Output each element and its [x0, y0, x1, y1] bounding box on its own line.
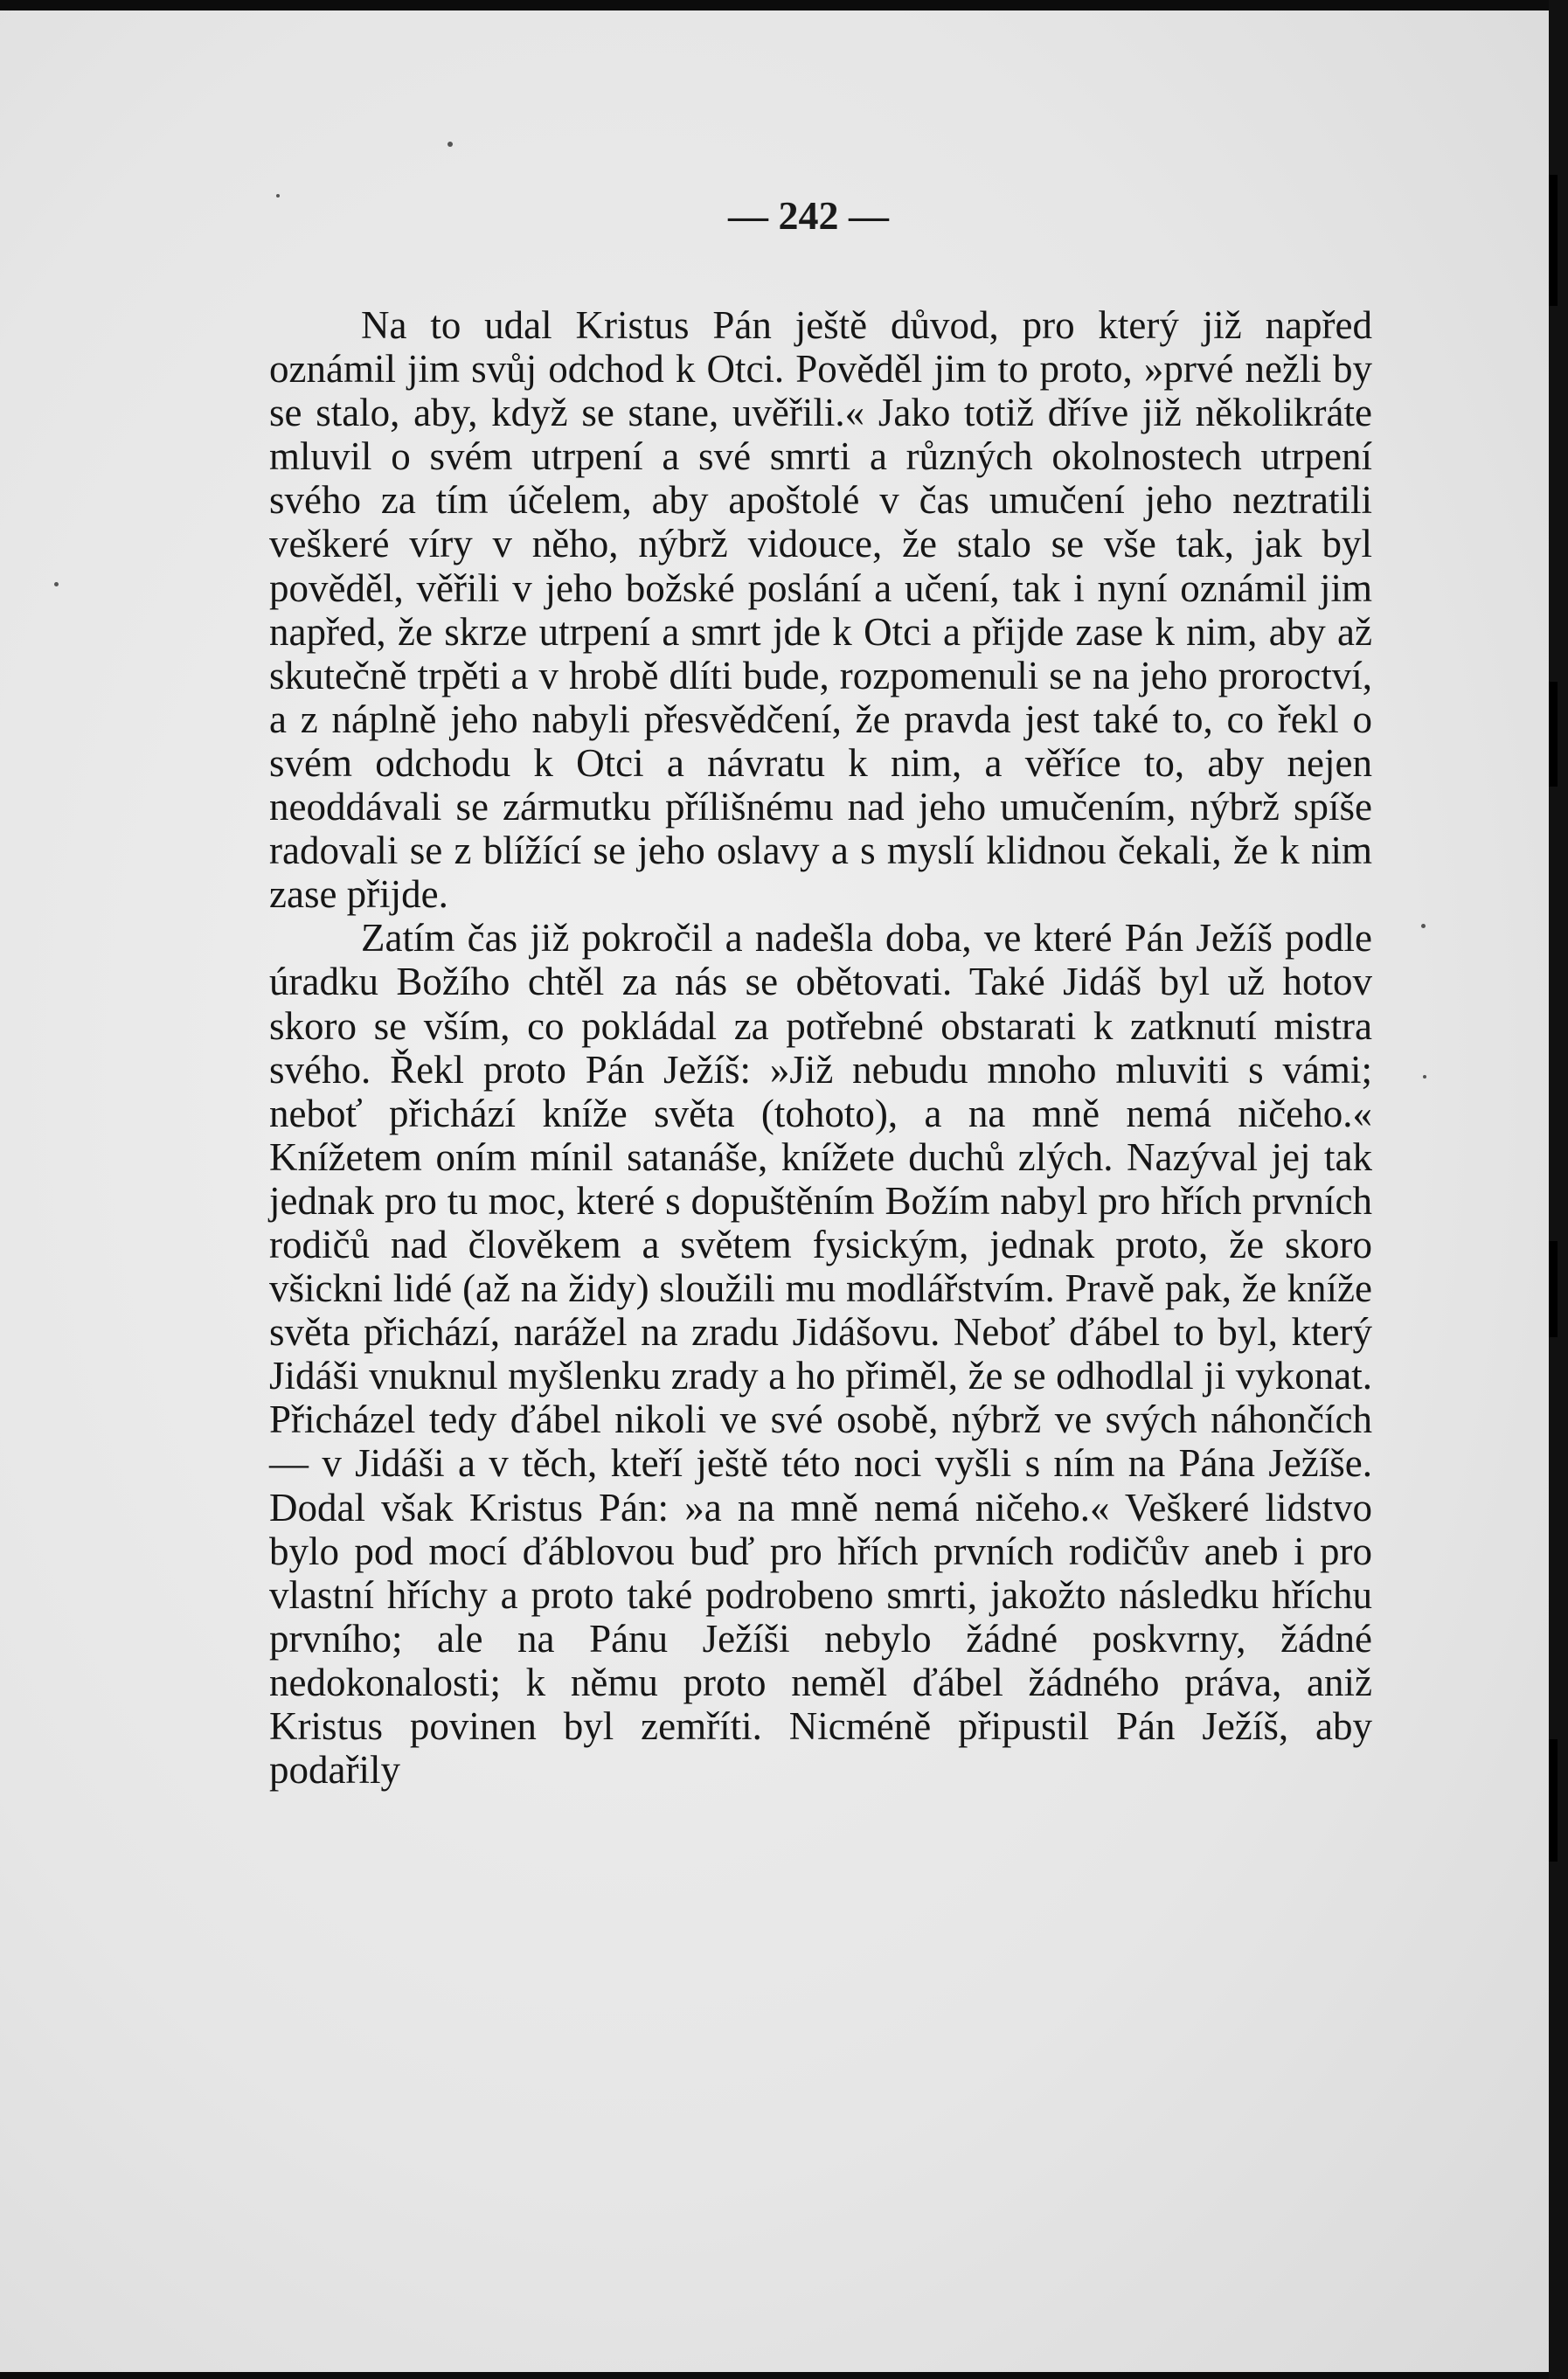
scan-edge-mark	[1549, 175, 1558, 306]
scanned-page	[0, 10, 1549, 2372]
scan-edge-mark	[1549, 1241, 1558, 1337]
paragraph: Na to udal Kristus Pán ještě důvod, pro který již napřed oznámil jim svůj odchod k Otci. Pověděl jim to proto, »prvé nežli by se stalo, aby, když se stane, uvěřili.« Jako totiž dříve již několikráte mluvil o svém utrpení a své smrti a různých okolnostech utrpení svého za tím účelem, aby apoštolé v čas umučení jeho neztratili veškeré víry v něho, nýbrž vidouce, že stalo se vše tak, jak byl pověděl, věřili v jeho božské poslání a učení, tak i nyní oznámil jim napřed, že skrze utrpení a smrt jde k Otci a přijde zase k nim, aby až skutečně trpěti a v hrobě dlíti bude, rozpomenuli se na jeho proroctví, a z náplně jeho nabyli přesvědčení, že pravda jest také to, co řekl o svém odchodu k Otci a návratu k nim, a věříce to, aby nejen neoddávali se zármutku přílišnému nad jeho umučením, nýbrž spíše radovali se z blížící se jeho oslavy a s myslí klidnou čekali, že k nim zase přijde.	[269, 303, 1372, 917]
paper-speck	[1423, 1075, 1426, 1079]
page-number: — 242 —	[728, 193, 889, 238]
paper-speck	[448, 142, 453, 147]
body-text	[269, 303, 1372, 1792]
scan-edge-mark	[1549, 1739, 1558, 1862]
paper-speck	[1421, 924, 1426, 928]
paragraph: Zatím čas již pokročil a nadešla doba, ve které Pán Ježíš podle úradku Božího chtěl za nás se obětovati. Také Jidáš byl už hotov skoro se vším, co pokládal za potřebné obstarati k zatknutí mistra svého. Řekl proto Pán Ježíš: »Již nebudu mnoho mluviti s vámi; neboť přichází kníže světa (tohoto), a na mně nemá ničeho.« Knížetem oním mínil satanáše, knížete duchů zlých. Nazýval jej tak jednak pro tu moc, které s dopuštěním Božím nabyl pro hřích prvních rodičů nad člověkem a světem fysickým, jednak proto, že skoro všickni lidé (až na židy) sloužili mu modlářstvím. Pravě pak, že kníže světa přichází, narážel na zradu Jidášovu. Neboť ďábel to byl, který Jidáši vnuknul myšlenku zrady a ho přiměl, že se odhodlal ji vykonat. Přicházel tedy ďábel nikoli ve své osobě, nýbrž ve svých náhončích — v Jidáši a v těch, kteří ještě této noci vyšli s ním na Pána Ježíše. Dodal však Kristus Pán: »a na mně nemá ničeho.« Veškeré lidstvo bylo pod mocí ďáblovou buď pro hřích prvních rodičův aneb i pro vlastní hříchy a proto také podrobeno smrti, jakožto následku hříchu prvního; ale na Pánu Ježíši nebylo žádné poskvrny, žádné nedokonalosti; k němu proto neměl ďábel žádného práva, aniž Kristus povinen byl zemříti. Nicméně připustil Pán Ježíš, aby podařily	[269, 916, 1372, 1793]
scan-edge-mark	[1549, 682, 1558, 787]
paper-speck	[54, 582, 59, 586]
scan-edge	[1549, 0, 1568, 2379]
